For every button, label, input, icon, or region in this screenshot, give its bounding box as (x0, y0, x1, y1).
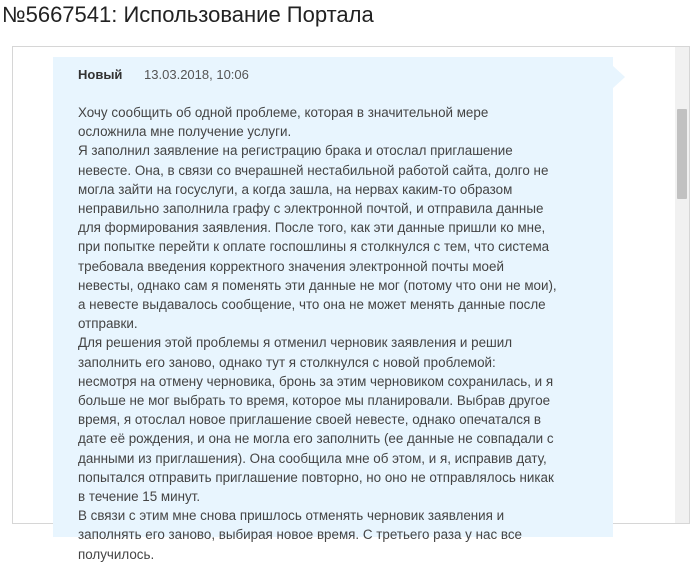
message-paragraph: Я заполнил заявление на регистрацию брака и отослал приглашение невесте. Она, в связи со вчерашней нестабильной работой сайта, долго не могла зайти на госуслуги, а когда зашла, на нервах каким-то образом неправильно заполнила графу с электронной почтой, и отправила данные для формирования заявления. После того, как эти данные пришли ко мне, при попытке перейти к оплате госпошлины я столкнулся с тем, что система требовала введения корректного значения электронной почты моей невесты, однако сам я поменять эти данные не мог (потому что они не мои), а невесте выдавалось сообщение, что она не может менять данные после отправки. (78, 143, 557, 332)
message-body (78, 103, 558, 564)
message-paragraph: В связи с этим мне снова пришлось отменять черновик заявления и заполнять его заново, выбирая новое время. С третьего раза у нас все получилось. (78, 508, 522, 562)
page-title: №5667541: Использование Портала (2, 2, 374, 27)
scrollbar-thumb[interactable] (677, 109, 687, 199)
message-bubble (53, 57, 613, 562)
status-label: Новый (78, 67, 123, 82)
vertical-scrollbar[interactable] (675, 47, 689, 523)
message-panel (12, 46, 690, 562)
message-header (78, 66, 249, 84)
bubble-arrow-icon (613, 66, 625, 88)
message-date: 13.03.2018, 10:06 (144, 67, 249, 82)
message-paragraph: Для решения этой проблемы я отменил черновик заявления и решил заполнить его заново, однако тут я столкнулся с новой проблемой: несмотря на отмену черновика, бронь за этим черновиком сохранилась, и я больше не мог выбрать то время, которое мы планировали. Выбрав другое время, я отослал новое приглашение своей невесте, однако опечатался в дате её рождения, и она не могла его заполнить (ее данные не совпадали с данными из приглашения). Она сообщила мне об этом, и я, исправив дату, попытался отправить приглашение повторно, но оно не отправлялось никак в течение 15 минут. (78, 335, 554, 505)
message-paragraph: Хочу сообщить об одной проблеме, которая в значительной мере осложнила мне получение услуги. (78, 105, 489, 140)
